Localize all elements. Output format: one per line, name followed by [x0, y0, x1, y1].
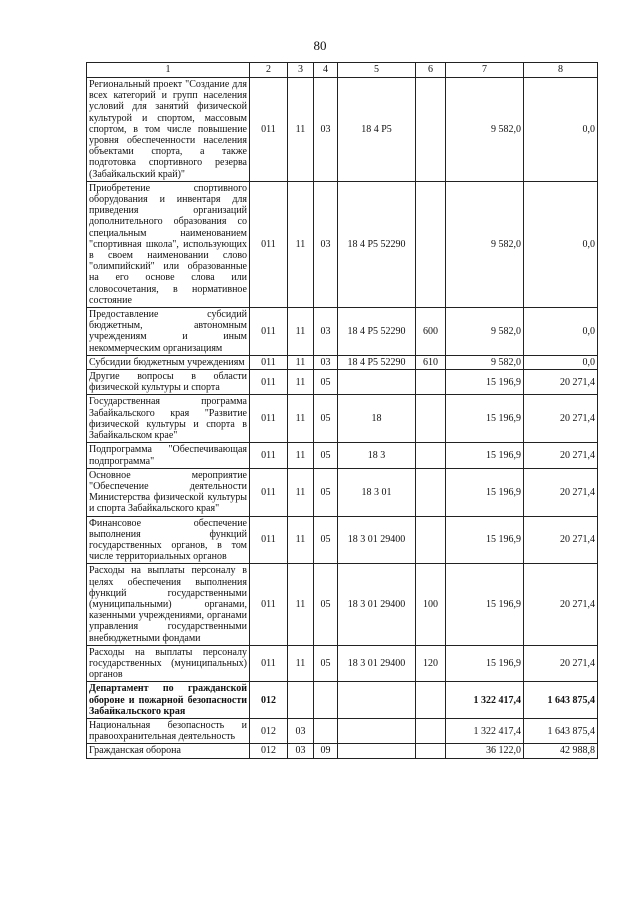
cell-section: 11 — [288, 468, 314, 516]
cell-target-article: 18 3 01 29400 — [338, 645, 416, 682]
table-row — [87, 181, 598, 307]
cell-subsection: 03 — [314, 308, 338, 356]
table-row — [87, 395, 598, 443]
column-header: 7 — [446, 63, 524, 78]
cell-admin-code: 011 — [250, 564, 288, 645]
cell-expense-type — [416, 395, 446, 443]
cell-expense-type — [416, 443, 446, 468]
cell-name: Расходы на выплаты персоналу государственных (муниципальных) органов — [87, 645, 250, 682]
cell-subsection — [314, 682, 338, 719]
cell-target-article: 18 4 P5 — [338, 78, 416, 182]
cell-name: Национальная безопасность и правоохранительная деятельность — [87, 718, 250, 743]
table-row — [87, 645, 598, 682]
cell-target-article: 18 4 P5 52290 — [338, 181, 416, 307]
column-header: 2 — [250, 63, 288, 78]
cell-admin-code: 011 — [250, 468, 288, 516]
cell-subsection: 05 — [314, 395, 338, 443]
cell-section: 11 — [288, 355, 314, 369]
cell-expense-type — [416, 682, 446, 719]
cell-admin-code: 012 — [250, 718, 288, 743]
cell-amount-2: 0,0 — [524, 78, 598, 182]
table-row — [87, 78, 598, 182]
cell-amount-2: 1 643 875,4 — [524, 682, 598, 719]
cell-section: 03 — [288, 718, 314, 743]
cell-amount-2: 1 643 875,4 — [524, 718, 598, 743]
cell-target-article: 18 3 — [338, 443, 416, 468]
cell-target-article: 18 3 01 — [338, 468, 416, 516]
cell-name: Финансовое обеспечение выполнения функций государственных органов, в том числе территориальных органов — [87, 516, 250, 564]
cell-amount-1: 1 322 417,4 — [446, 682, 524, 719]
cell-name: Другие вопросы в области физической культуры и спорта — [87, 370, 250, 395]
cell-subsection: 03 — [314, 355, 338, 369]
cell-amount-2: 20 271,4 — [524, 564, 598, 645]
cell-amount-1: 15 196,9 — [446, 370, 524, 395]
cell-amount-1: 15 196,9 — [446, 516, 524, 564]
cell-expense-type — [416, 468, 446, 516]
cell-target-article: 18 4 P5 52290 — [338, 308, 416, 356]
cell-section: 03 — [288, 744, 314, 758]
cell-amount-1: 9 582,0 — [446, 78, 524, 182]
cell-name: Подпрограмма "Обеспечивающая подпрограмма" — [87, 443, 250, 468]
cell-amount-2: 20 271,4 — [524, 645, 598, 682]
cell-name: Департамент по гражданской обороне и пожарной безопасности Забайкальского края — [87, 682, 250, 719]
cell-amount-1: 15 196,9 — [446, 443, 524, 468]
cell-name: Государственная программа Забайкальского края "Развитие физической культуры и спорта в Забайкальском крае" — [87, 395, 250, 443]
cell-name: Приобретение спортивного оборудования и инвентаря для приведения организаций дополнительного образования со специальным наименованием "спортивная школа", использующих в своем наименовании слово "олимпийский" или образованные на его основе слова или словосочетания, в нормативное состояние — [87, 181, 250, 307]
table-row — [87, 516, 598, 564]
cell-section — [288, 682, 314, 719]
budget-table — [86, 62, 598, 759]
cell-expense-type — [416, 78, 446, 182]
cell-name: Гражданская оборона — [87, 744, 250, 758]
cell-admin-code: 011 — [250, 308, 288, 356]
cell-admin-code: 011 — [250, 443, 288, 468]
cell-section: 11 — [288, 645, 314, 682]
cell-admin-code: 011 — [250, 181, 288, 307]
cell-name: Расходы на выплаты персоналу в целях обеспечения выполнения функций государственными (муниципальными) органами, казенными учреждениями, органами управления государственными внебюджетными фондами — [87, 564, 250, 645]
cell-amount-2: 0,0 — [524, 355, 598, 369]
cell-admin-code: 011 — [250, 370, 288, 395]
table-row — [87, 682, 598, 719]
cell-subsection: 05 — [314, 370, 338, 395]
cell-subsection: 03 — [314, 181, 338, 307]
cell-name: Субсидии бюджетным учреждениям — [87, 355, 250, 369]
cell-amount-1: 9 582,0 — [446, 181, 524, 307]
cell-amount-1: 9 582,0 — [446, 308, 524, 356]
table-row — [87, 468, 598, 516]
table-body — [87, 78, 598, 759]
cell-name: Региональный проект "Создание для всех категорий и групп населения условий для занятий физической культурой и спортом, массовым спортом, в том числе повышение уровня обеспеченности населения объектами спорта, а также подготовка спортивного резерва (Забайкальский край)" — [87, 78, 250, 182]
cell-section: 11 — [288, 308, 314, 356]
cell-expense-type — [416, 181, 446, 307]
cell-target-article: 18 4 P5 52290 — [338, 355, 416, 369]
cell-target-article — [338, 370, 416, 395]
cell-subsection: 05 — [314, 468, 338, 516]
cell-target-article — [338, 718, 416, 743]
cell-amount-1: 36 122,0 — [446, 744, 524, 758]
column-header: 6 — [416, 63, 446, 78]
cell-name: Основное мероприятие "Обеспечение деятельности Министерства физической культуры и спорта Забайкальского края" — [87, 468, 250, 516]
cell-admin-code: 012 — [250, 682, 288, 719]
cell-amount-2: 20 271,4 — [524, 516, 598, 564]
cell-expense-type — [416, 370, 446, 395]
cell-amount-2: 0,0 — [524, 181, 598, 307]
cell-section: 11 — [288, 370, 314, 395]
cell-amount-1: 15 196,9 — [446, 564, 524, 645]
cell-subsection — [314, 718, 338, 743]
cell-expense-type: 100 — [416, 564, 446, 645]
cell-expense-type — [416, 516, 446, 564]
cell-subsection: 03 — [314, 78, 338, 182]
cell-subsection: 05 — [314, 564, 338, 645]
cell-name: Предоставление субсидий бюджетным, автономным учреждениям и иным некоммерческим организациям — [87, 308, 250, 356]
cell-amount-2: 20 271,4 — [524, 443, 598, 468]
cell-amount-1: 15 196,9 — [446, 645, 524, 682]
cell-section: 11 — [288, 443, 314, 468]
cell-section: 11 — [288, 395, 314, 443]
cell-target-article: 18 — [338, 395, 416, 443]
cell-admin-code: 011 — [250, 516, 288, 564]
cell-section: 11 — [288, 181, 314, 307]
cell-expense-type — [416, 718, 446, 743]
cell-subsection: 05 — [314, 443, 338, 468]
table-row — [87, 744, 598, 758]
cell-target-article: 18 3 01 29400 — [338, 564, 416, 645]
cell-target-article — [338, 682, 416, 719]
column-header: 3 — [288, 63, 314, 78]
cell-amount-2: 42 988,8 — [524, 744, 598, 758]
cell-expense-type: 120 — [416, 645, 446, 682]
cell-section: 11 — [288, 516, 314, 564]
column-header: 8 — [524, 63, 598, 78]
cell-expense-type — [416, 744, 446, 758]
cell-amount-2: 20 271,4 — [524, 395, 598, 443]
cell-admin-code: 011 — [250, 355, 288, 369]
cell-expense-type: 600 — [416, 308, 446, 356]
cell-admin-code: 011 — [250, 78, 288, 182]
cell-expense-type: 610 — [416, 355, 446, 369]
cell-amount-2: 20 271,4 — [524, 370, 598, 395]
cell-section: 11 — [288, 564, 314, 645]
column-header: 1 — [87, 63, 250, 78]
table-row — [87, 355, 598, 369]
cell-amount-1: 15 196,9 — [446, 468, 524, 516]
table-row — [87, 308, 598, 356]
cell-admin-code: 011 — [250, 645, 288, 682]
cell-subsection: 05 — [314, 645, 338, 682]
cell-amount-1: 15 196,9 — [446, 395, 524, 443]
page-number: 80 — [313, 38, 327, 53]
table-row — [87, 443, 598, 468]
table-row — [87, 564, 598, 645]
cell-amount-2: 0,0 — [524, 308, 598, 356]
column-header: 4 — [314, 63, 338, 78]
cell-admin-code: 012 — [250, 744, 288, 758]
cell-section: 11 — [288, 78, 314, 182]
header-row — [87, 63, 598, 78]
cell-subsection: 05 — [314, 516, 338, 564]
cell-amount-1: 9 582,0 — [446, 355, 524, 369]
column-header: 5 — [338, 63, 416, 78]
cell-target-article — [338, 744, 416, 758]
cell-admin-code: 011 — [250, 395, 288, 443]
cell-target-article: 18 3 01 29400 — [338, 516, 416, 564]
cell-amount-2: 20 271,4 — [524, 468, 598, 516]
cell-amount-1: 1 322 417,4 — [446, 718, 524, 743]
cell-subsection: 09 — [314, 744, 338, 758]
table-row — [87, 370, 598, 395]
table-row — [87, 718, 598, 743]
